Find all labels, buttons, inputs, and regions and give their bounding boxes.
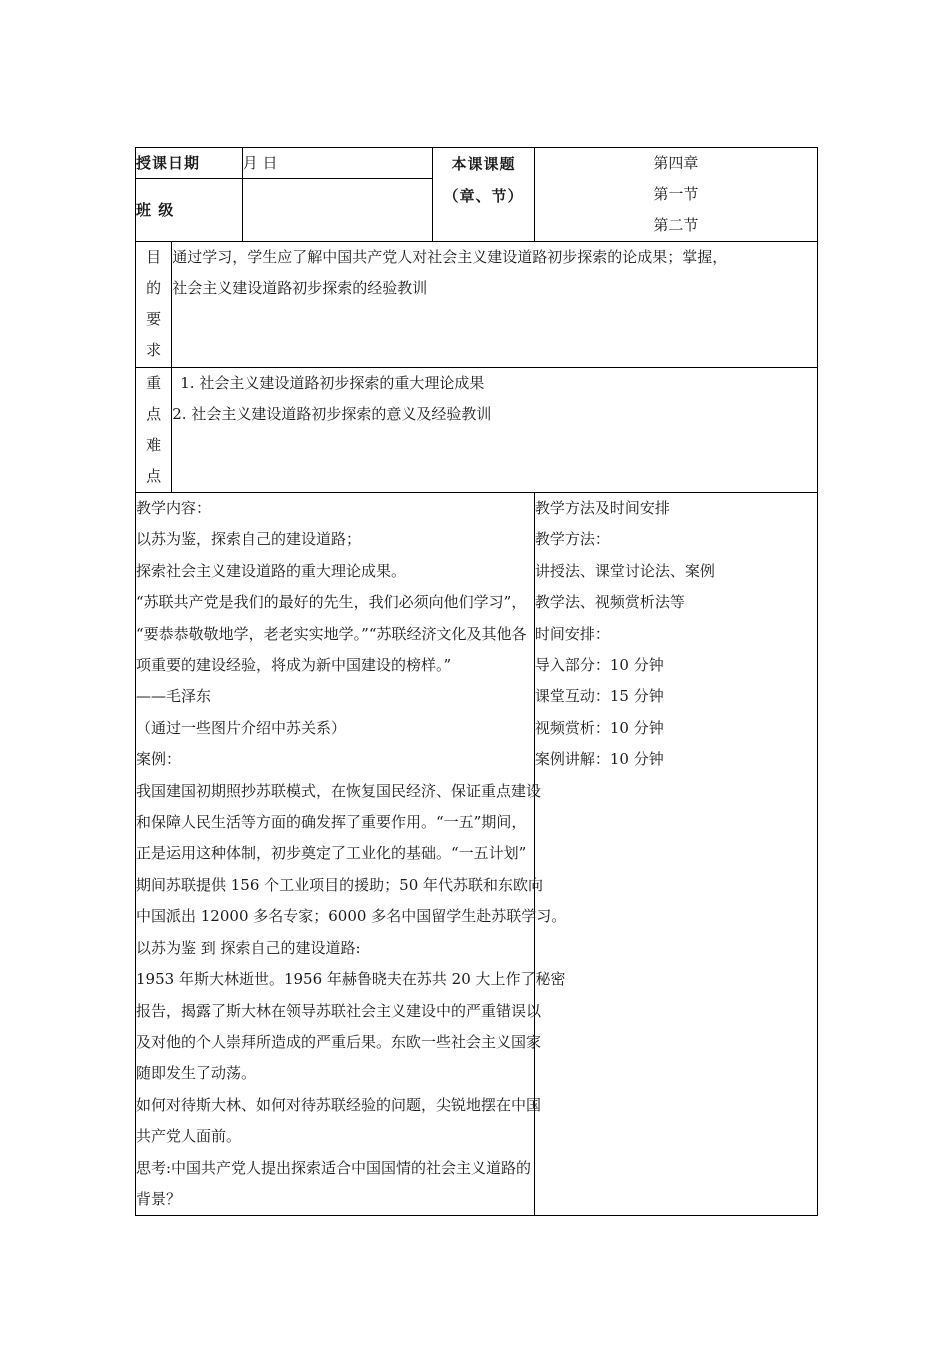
- content-line: 以苏为鉴，探索自己的建设道路；: [136, 530, 362, 549]
- objectives-text: [172, 242, 818, 368]
- key-points-label-char: 难: [146, 436, 162, 454]
- objectives-label-char: 求: [146, 341, 162, 359]
- content-line: 及对他的个人崇拜所造成的严重后果。东欧一些社会主义国家: [136, 1032, 542, 1051]
- topic-label-line1: 本课课题: [451, 155, 516, 173]
- objectives-line: 通过学习，学生应了解中国共产党人对社会主义建设道路初步探索的论成果；掌握，: [172, 248, 728, 266]
- content-line: ——毛泽东: [136, 687, 212, 706]
- key-points-label-char: 点: [146, 405, 162, 423]
- objectives-line: 社会主义建设道路初步探索的经验教训: [172, 279, 428, 297]
- content-line: 1953 年斯大林逝世。1956 年赫鲁晓夫在苏共 20 大上作了秘密: [136, 970, 566, 989]
- methods-line: 导入部分：10 分钟: [534, 656, 664, 675]
- content-line: 报告，揭露了斯大林在领导苏联社会主义建设中的严重错误以: [136, 1001, 542, 1020]
- lesson-plan-table: [135, 147, 818, 1216]
- methods-line: 案例讲解：10 分钟: [534, 750, 664, 769]
- key-points-label-char: 重: [146, 374, 162, 392]
- content-line: 项重要的建设经验，将成为新中国建设的榜样。”: [136, 656, 452, 675]
- content-line: 教学内容：: [136, 499, 212, 517]
- content-line: 正是运用这种体制，初步奠定了工业化的基础。“一五计划”: [136, 844, 527, 863]
- class-value: [242, 179, 432, 242]
- topic-label-line2: （章、节）: [443, 187, 524, 205]
- methods-line: 教学方法及时间安排: [534, 499, 670, 517]
- methods-line: 教学方法：: [534, 530, 610, 549]
- objectives-label: [136, 242, 172, 368]
- chapter-item: 第一节: [653, 185, 699, 203]
- chapter-list: [534, 148, 817, 242]
- key-points-label-char: 点: [146, 467, 162, 485]
- content-line: 随即发生了动荡。: [136, 1064, 257, 1083]
- content-line: 如何对待斯大林、如何对待苏联经验的问题，尖锐地摆在中国: [136, 1095, 542, 1114]
- content-line: 探索社会主义建设道路的重大理论成果。: [136, 561, 407, 580]
- chapter-item: 第二节: [653, 216, 699, 234]
- methods-line: 时间安排：: [534, 624, 610, 643]
- teaching-content: [136, 493, 567, 1216]
- methods-line: 视频赏析：10 分钟: [534, 718, 664, 737]
- class-label: 班 级: [136, 179, 243, 242]
- content-line: 背景？: [136, 1189, 182, 1208]
- chapter-item: 第四章: [653, 154, 699, 172]
- key-points-text: [172, 368, 818, 493]
- content-line: 以苏为鉴 到 探索自己的建设道路:: [136, 938, 361, 957]
- content-line: 期间苏联提供 156 个工业项目的援助；50 年代苏联和东欧向: [136, 875, 544, 894]
- date-value: 月 日: [242, 148, 432, 179]
- methods-line: 讲授法、课堂讨论法、案例: [534, 561, 715, 580]
- content-line: “要恭恭敬敬地学，老老实实地学。”“苏联经济文化及其他各: [136, 624, 527, 643]
- methods-line: 教学法、视频赏析法等: [534, 593, 685, 612]
- key-points-label: [136, 368, 172, 493]
- key-point-item: 2. 社会主义建设道路初步探索的意义及经验教训: [172, 405, 492, 423]
- methods-line: 课堂互动：15 分钟: [534, 687, 664, 706]
- lesson-plan-page: [135, 147, 818, 1216]
- content-line: 案例：: [136, 750, 182, 769]
- content-line: （通过一些图片介绍中苏关系）: [136, 718, 347, 737]
- content-line: 思考:中国共产党人提出探索适合中国国情的社会主义道路的: [136, 1158, 532, 1177]
- content-line: 中国派出 12000 多名专家；6000 多名中国留学生赴苏联学习。: [136, 907, 567, 926]
- content-line: “苏联共产党是我们的最好的先生，我们必须向他们学习”，: [136, 593, 527, 612]
- content-line: 和保障人民生活等方面的确发挥了重要作用。“一五”期间，: [136, 813, 527, 832]
- content-line: 共产党人面前。: [136, 1127, 242, 1146]
- objectives-label-char: 目: [146, 248, 162, 266]
- teaching-methods: [534, 493, 817, 1216]
- objectives-label-char: 的: [146, 279, 162, 297]
- objectives-label-char: 要: [146, 310, 162, 328]
- topic-label: [433, 148, 535, 242]
- content-line: 我国建国初期照抄苏联模式，在恢复国民经济、保证重点建设: [136, 781, 542, 800]
- date-label: 授课日期: [136, 148, 243, 179]
- key-point-item: 1. 社会主义建设道路初步探索的重大理论成果: [180, 374, 485, 392]
